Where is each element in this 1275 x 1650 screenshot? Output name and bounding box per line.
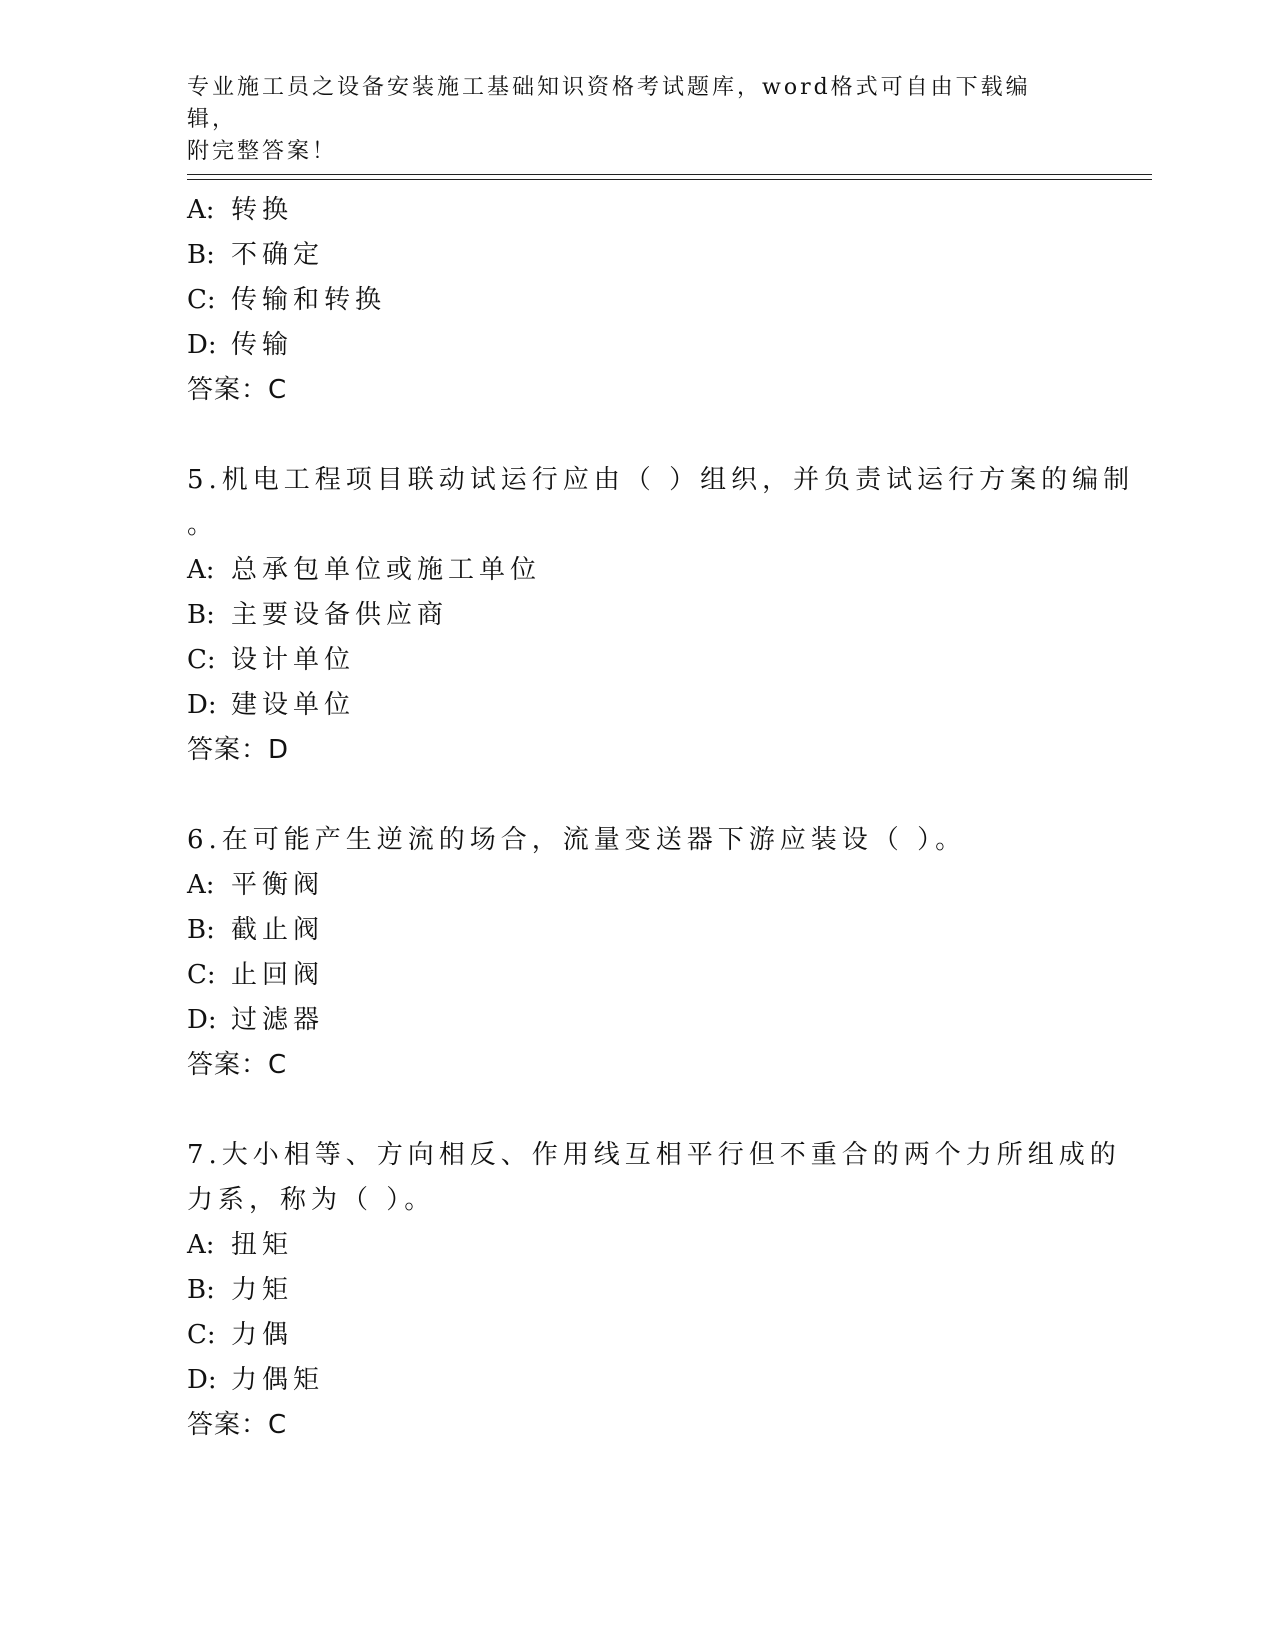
option-letter: D: [187, 690, 217, 720]
option-text: 扭矩 [231, 1230, 294, 1260]
q5-stem-line-2: 。 [187, 510, 219, 540]
document-header [187, 72, 1067, 168]
option-text: 总承包单位或施工单位 [231, 555, 542, 585]
option-letter: C: [187, 645, 216, 675]
q6-option-b [187, 915, 324, 945]
option-text: 平衡阀 [231, 870, 325, 900]
option-letter: C: [187, 960, 216, 990]
q4-option-d [187, 330, 293, 360]
q4-option-b [187, 240, 324, 270]
q6-option-d [187, 1005, 324, 1035]
q5-option-a [187, 555, 541, 585]
option-letter: B: [187, 1275, 215, 1305]
q7-answer: 答案：C [187, 1410, 288, 1440]
option-letter: B: [187, 240, 215, 270]
option-text: 传输 [231, 330, 294, 360]
q7-option-c [187, 1320, 293, 1350]
option-letter: A: [187, 195, 215, 225]
q5-option-c [187, 645, 355, 675]
q5-option-d [187, 690, 355, 720]
option-letter: A: [187, 870, 215, 900]
option-letter: D: [187, 1365, 217, 1395]
option-letter: D: [187, 1005, 217, 1035]
q7-option-d [187, 1365, 324, 1395]
option-letter: B: [187, 600, 215, 630]
option-text: 止回阀 [231, 960, 325, 990]
header-divider-bottom [187, 179, 1152, 180]
option-text: 主要设备供应商 [231, 600, 449, 630]
q6-answer: 答案：C [187, 1050, 288, 1080]
option-text: 力偶矩 [231, 1365, 325, 1395]
option-text: 截止阀 [231, 915, 325, 945]
option-text: 过滤器 [231, 1005, 325, 1035]
q7-stem-line-1: 7.大小相等、方向相反、作用线互相平行但不重合的两个力所组成的 [187, 1140, 1121, 1170]
q5-stem-line-1: 5.机电工程项目联动试运行应由（ ）组织，并负责试运行方案的编制 [187, 465, 1135, 495]
option-letter: D: [187, 330, 217, 360]
option-letter: C: [187, 1320, 216, 1350]
q6-stem-line-1: 6.在可能产生逆流的场合，流量变送器下游应装设（ ）。 [187, 825, 967, 855]
q6-option-a [187, 870, 324, 900]
option-text: 力偶 [231, 1320, 294, 1350]
q7-stem-line-2: 力系，称为（ ）。 [187, 1185, 436, 1215]
q6-option-c [187, 960, 324, 990]
option-text: 不确定 [231, 240, 325, 270]
header-line-1: 专业施工员之设备安装施工基础知识资格考试题库，word格式可自由下载编辑， [187, 75, 1031, 132]
q4-option-a [187, 195, 293, 225]
option-letter: C: [187, 285, 216, 315]
option-text: 设计单位 [231, 645, 356, 675]
option-text: 建设单位 [231, 690, 356, 720]
option-letter: A: [187, 555, 215, 585]
q5-option-b [187, 600, 448, 630]
option-letter: B: [187, 915, 215, 945]
option-text: 传输和转换 [231, 285, 387, 315]
option-text: 转换 [231, 195, 294, 225]
q4-option-c [187, 285, 386, 315]
q5-answer: 答案：D [187, 735, 290, 765]
option-text: 力矩 [231, 1275, 294, 1305]
header-divider-top [187, 174, 1152, 175]
q7-option-a [187, 1230, 293, 1260]
q7-option-b [187, 1275, 293, 1305]
q4-answer: 答案：C [187, 375, 288, 405]
header-line-2: 附完整答案！ [187, 139, 338, 164]
option-letter: A: [187, 1230, 215, 1260]
